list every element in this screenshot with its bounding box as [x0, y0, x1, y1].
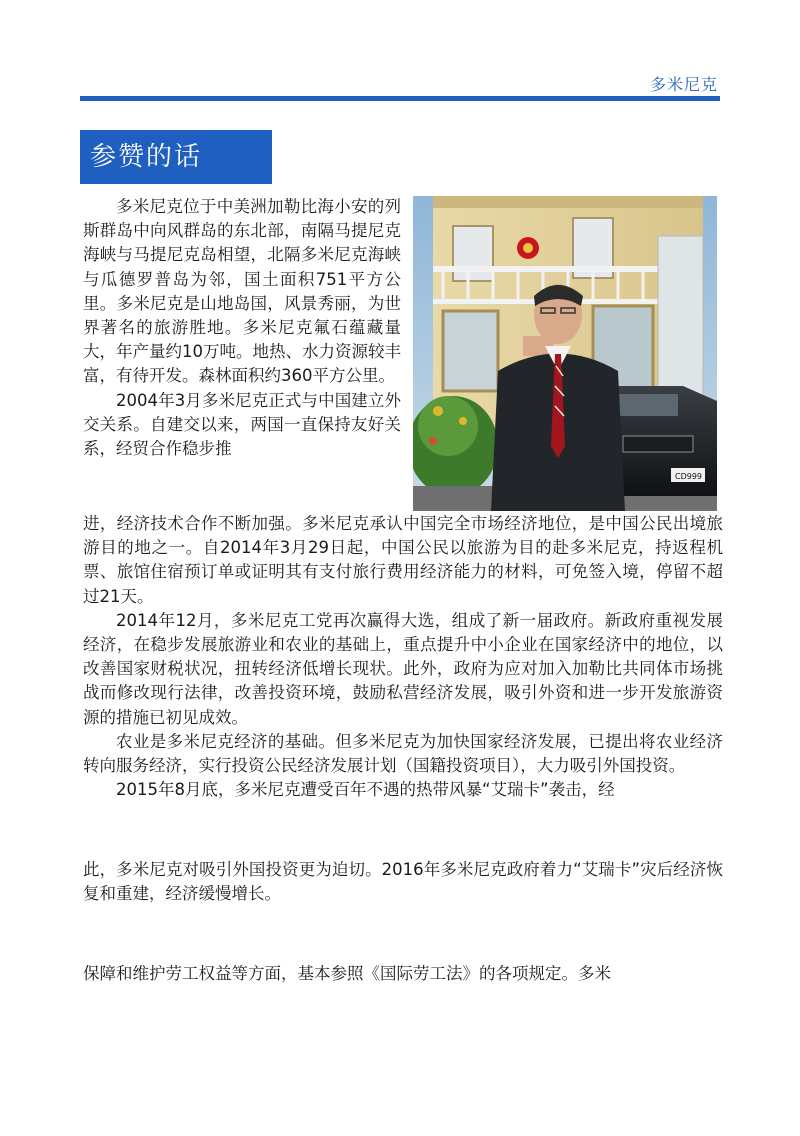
header-rule — [80, 96, 720, 101]
body-text-after-gap — [83, 858, 723, 906]
body-text-labor — [83, 962, 723, 986]
running-header-title: 多米尼克 — [649, 75, 718, 94]
paragraph-politics: 2014年12月，多米尼克工党再次赢得大选，组成了新一届政府。新政府重视发展经济，在稳步发展旅游业和农业的基础上，重点提升中小企业在国家经济中的地位，以改善国家财税状况，扭转经济低增长现状。此外，政府为应对加入加勒比共同体市场挑战而修改现行法律，改善投资环境，鼓励私营经济发展，吸引外资和进一步开发旅游资源的措施已初见成效。 — [83, 610, 723, 727]
paragraph-investment: 此，多米尼克对吸引外国投资更为迫切。2016年多米尼克政府着力“艾瑞卡”灾后经济恢复和重建，经济缓慢增长。 — [83, 860, 723, 904]
wrapped-text-region — [83, 195, 401, 461]
body-text-main — [83, 512, 723, 802]
paragraph-geography: 多米尼克位于中美洲加勒比海小安的列斯群岛中向风群岛的东北部，南隔马提尼克海峡与马提尼克岛相望，北隔多米尼克海峡与瓜德罗普岛为邻，国土面积751平方公里。多米尼克是山地岛国，风景秀丽，为世界著名的旅游胜地。多米尼克氟石蕴藏量大，年产量约10万吨。地热、水力资源较丰富，有待开发。森林面积约360平方公里。 — [83, 197, 401, 386]
section-title: 参赞的话 — [90, 142, 203, 172]
paragraph-labor: 保障和维护劳工权益等方面，基本参照《国际劳工法》的各项规定。多米 — [83, 964, 611, 983]
paragraph-diplomacy-start: 2004年3月多米尼克正式与中国建立外交关系。自建交以来，两国一直保持友好关系，经贸合作稳步推 — [83, 390, 401, 459]
counselor-photo — [413, 196, 717, 511]
paragraph-agriculture: 农业是多米尼克经济的基础。但多米尼克为加快国家经济发展，已提出将农业经济转向服务经济，实行投资公民经济发展计划（国籍投资项目），大力吸引外国投资。 — [83, 731, 723, 776]
paragraph-hurricane: 2015年8月底，多米尼克遭受百年不遇的热带风暴“艾瑞卡”袭击，经 — [116, 780, 615, 800]
license-plate: CD999 — [675, 472, 703, 481]
paragraph-diplomacy-cont: 进，经济技术合作不断加强。多米尼克承认中国完全市场经济地位，是中国公民出境旅游目的地之一。自2014年3月29日起，中国公民以旅游为目的赴多米尼克，持返程机票、旅馆住宿预订单或证明其有支付旅行费用经济能力的材料，可免签入境，停留不超过21天。 — [83, 514, 723, 606]
